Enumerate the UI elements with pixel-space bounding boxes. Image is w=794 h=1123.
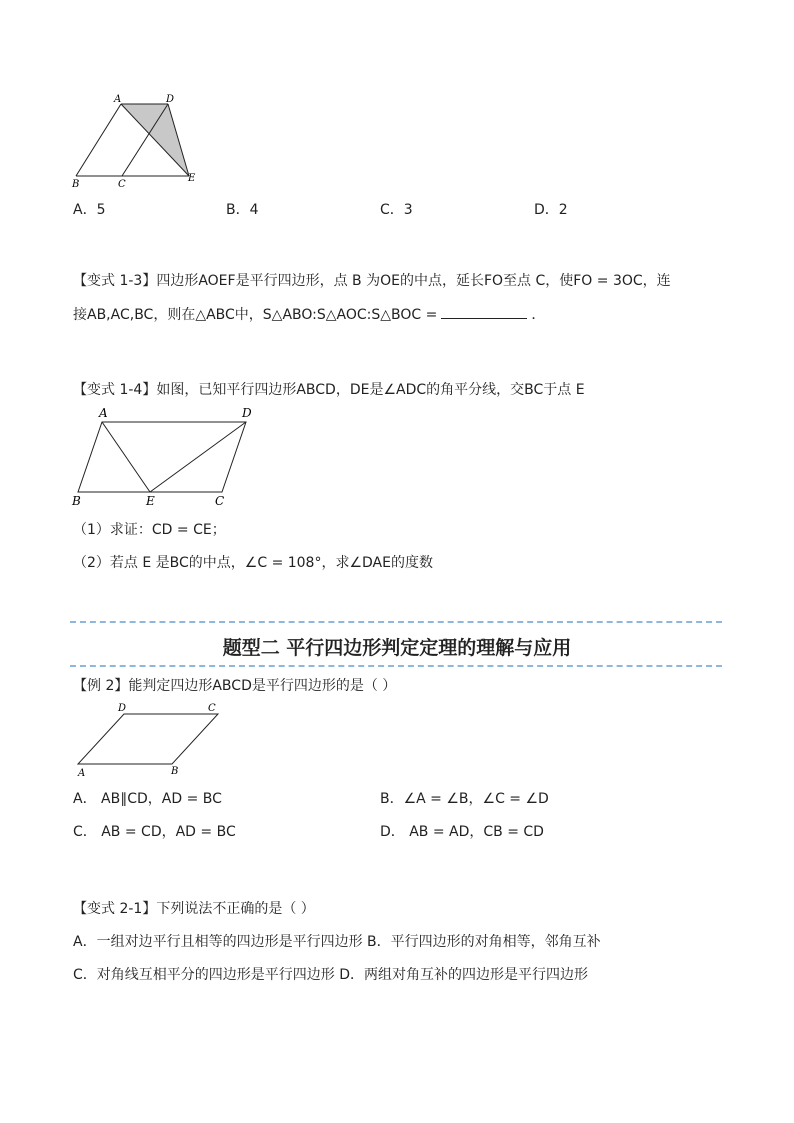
option-d: D．2: [534, 202, 568, 218]
variant-1-4-question-1: （1）求证：CD = CE；: [73, 522, 226, 538]
parallelogram-outline: [78, 714, 218, 764]
example-2-option-d: D． AB = AD，CB = CD: [380, 824, 544, 840]
example-2-option-b: B．∠A = ∠B，∠C = ∠D: [380, 791, 549, 807]
label-a: A: [114, 94, 122, 105]
example-2-text: 能判定四边形ABCD是平行四边形的是（ ）: [128, 678, 397, 694]
label-c: C: [118, 179, 126, 190]
example-2-tag: 【例 2】: [73, 678, 129, 694]
section-title: 题型二 平行四边形判定定理的理解与应用: [222, 637, 572, 659]
variant-1-3-period: ．: [531, 307, 546, 323]
variant-2-1-tag: 【变式 2-1】: [73, 901, 157, 917]
option-c: C．3: [380, 202, 413, 218]
variant-1-3-tag: 【变式 1-3】: [73, 273, 157, 289]
segment-ae: [102, 422, 150, 492]
variant-2-1-text: 下列说法不正确的是（ ）: [156, 901, 315, 917]
label-d: D: [118, 703, 127, 714]
figure-parallelogram-example-2: [72, 700, 232, 782]
variant-1-3-line-1: [73, 272, 671, 290]
parallelogram-outline: [78, 422, 246, 492]
label-c: C: [215, 494, 225, 508]
answer-blank[interactable]: [441, 306, 527, 319]
label-b: B: [72, 179, 80, 190]
example-2-line: [73, 677, 396, 695]
variant-1-3-text: 四边形AOEF是平行四边形，点 B 为OE的中点，延长FO至点 C，使FO = 3OC，连: [156, 273, 671, 289]
variant-1-4-tag: 【变式 1-4】: [73, 382, 157, 398]
variant-1-4-line: [73, 381, 585, 399]
variant-1-4-question-2: （2）若点 E 是BC的中点，∠C = 108°，求∠DAE的度数: [73, 555, 433, 571]
label-e: E: [188, 173, 196, 184]
variant-2-1-line: [73, 900, 315, 918]
section-divider-bottom: [70, 665, 722, 667]
variant-1-4-text: 如图，已知平行四边形ABCD，DE是∠ADC的角平分线，交BC于点 E: [156, 382, 585, 398]
label-d: D: [166, 94, 175, 105]
variant-1-3-line-2: [73, 306, 545, 324]
label-b: B: [171, 766, 179, 777]
option-b: B．4: [226, 202, 259, 218]
label-d: D: [242, 406, 252, 420]
figure-1-diagram: [66, 88, 206, 192]
example-2-option-c: C． AB = CD，AD = BC: [73, 824, 236, 840]
label-c: C: [208, 703, 216, 714]
variant-2-1-options-ab: A．一组对边平行且相等的四边形是平行四边形 B．平行四边形的对角相等，邻角互补: [73, 934, 601, 950]
option-a: A．5: [73, 202, 106, 218]
variant-2-1-options-cd: C．对角线互相平分的四边形是平行四边形 D．两组对角互补的四边形是平行四边形: [73, 967, 589, 983]
label-a: A: [78, 768, 86, 779]
variant-1-3-text-2: 接AB,AC,BC，则在△ABC中，S△ABO:S△AOC:S△BOC =: [73, 307, 438, 323]
segment-ab: [76, 104, 121, 176]
segment-de: [150, 422, 246, 492]
section-divider-top: [70, 621, 722, 623]
label-a: A: [99, 406, 108, 420]
figure-parallelogram-abcd: [66, 404, 266, 510]
label-e: E: [146, 494, 155, 508]
label-b: B: [72, 494, 81, 508]
example-2-option-a: A． AB∥CD，AD = BC: [73, 791, 222, 807]
